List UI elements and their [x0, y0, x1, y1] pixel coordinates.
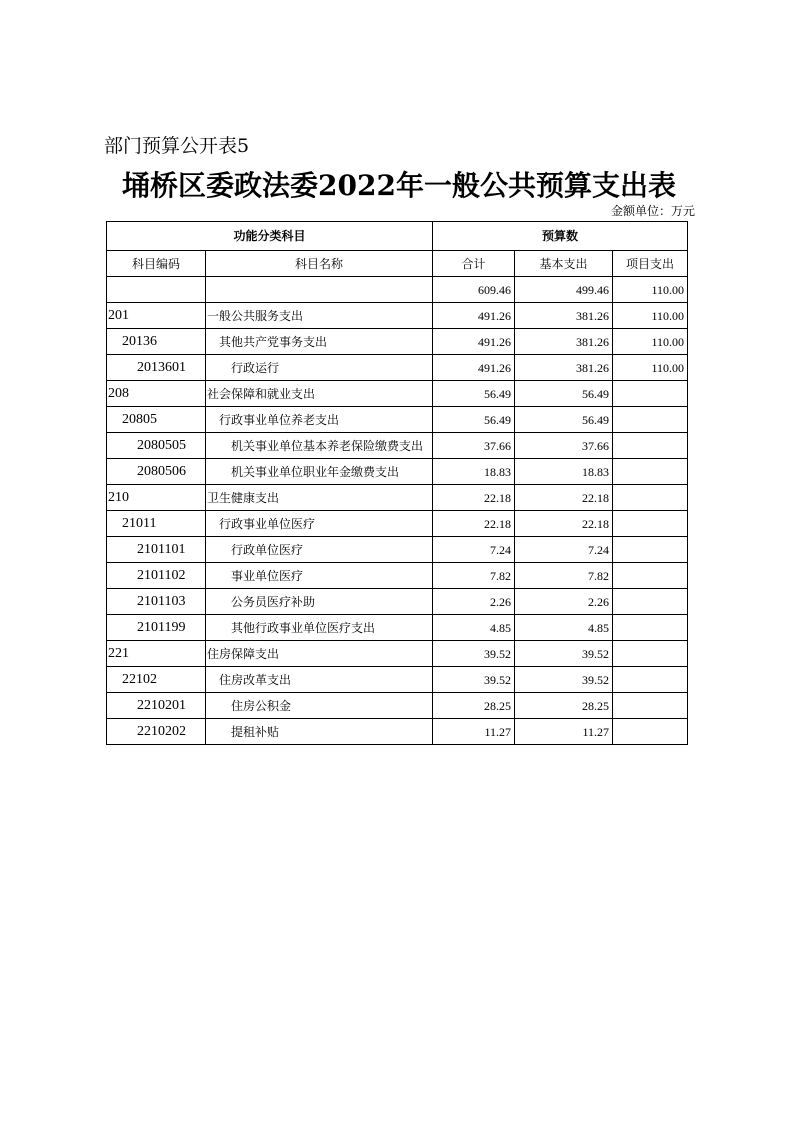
row-total-cell: 2.26	[433, 589, 515, 615]
row-basic-cell: 381.26	[515, 329, 613, 355]
row-total-cell: 11.27	[433, 719, 515, 745]
row-name-cell: 一般公共服务支出	[206, 303, 433, 329]
row-basic-cell: 18.83	[515, 459, 613, 485]
row-basic-cell: 381.26	[515, 355, 613, 381]
table-row	[107, 355, 688, 381]
row-name-cell: 住房公积金	[206, 693, 433, 719]
row-basic-cell: 22.18	[515, 511, 613, 537]
row-basic-cell: 39.52	[515, 641, 613, 667]
row-total-cell: 4.85	[433, 615, 515, 641]
row-name-cell: 事业单位医疗	[206, 563, 433, 589]
row-project-cell	[613, 459, 688, 485]
row-name-cell: 提租补贴	[206, 719, 433, 745]
row-total-cell: 491.26	[433, 355, 515, 381]
row-name-cell: 行政事业单位医疗	[206, 511, 433, 537]
row-project-cell: 110.00	[613, 329, 688, 355]
row-total-cell: 39.52	[433, 667, 515, 693]
row-total-cell: 22.18	[433, 511, 515, 537]
row-name-cell: 住房保障支出	[206, 641, 433, 667]
header-columns-row	[107, 251, 688, 277]
table-row	[107, 459, 688, 485]
row-total-cell: 22.18	[433, 485, 515, 511]
row-basic-cell: 56.49	[515, 381, 613, 407]
row-project-cell	[613, 537, 688, 563]
column-header-code: 科目编码	[107, 251, 206, 277]
row-name-cell: 其他共产党事务支出	[206, 329, 433, 355]
row-total-cell: 7.82	[433, 563, 515, 589]
row-basic-cell: 7.24	[515, 537, 613, 563]
table-row	[107, 485, 688, 511]
table-row	[107, 615, 688, 641]
row-project-cell	[613, 693, 688, 719]
row-code-cell: 20136	[107, 329, 206, 355]
row-code-cell: 2080506	[107, 459, 206, 485]
column-header-project: 项目支出	[613, 251, 688, 277]
row-code-cell: 2101103	[107, 589, 206, 615]
row-basic-cell: 381.26	[515, 303, 613, 329]
row-total-cell: 28.25	[433, 693, 515, 719]
table-row	[107, 303, 688, 329]
column-header-basic: 基本支出	[515, 251, 613, 277]
header-functional-classification: 功能分类科目	[107, 222, 433, 251]
row-total-cell: 7.24	[433, 537, 515, 563]
row-name-cell: 机关事业单位职业年金缴费支出	[206, 459, 433, 485]
row-code-cell: 221	[107, 641, 206, 667]
column-header-total: 合计	[433, 251, 515, 277]
row-total-cell: 491.26	[433, 329, 515, 355]
row-total-cell: 56.49	[433, 381, 515, 407]
row-total-cell: 491.26	[433, 303, 515, 329]
row-basic-cell: 37.66	[515, 433, 613, 459]
row-project-cell	[613, 667, 688, 693]
row-project-cell: 110.00	[613, 303, 688, 329]
table-row	[107, 407, 688, 433]
row-basic-cell: 56.49	[515, 407, 613, 433]
column-header-name: 科目名称	[206, 251, 433, 277]
row-project-cell	[613, 589, 688, 615]
row-project-cell	[613, 641, 688, 667]
row-code-cell: 2101199	[107, 615, 206, 641]
row-total-cell: 56.49	[433, 407, 515, 433]
row-code-cell: 20805	[107, 407, 206, 433]
row-basic-cell: 7.82	[515, 563, 613, 589]
row-name-cell: 行政单位医疗	[206, 537, 433, 563]
row-project-cell	[613, 485, 688, 511]
row-name-cell: 其他行政事业单位医疗支出	[206, 615, 433, 641]
row-project-cell	[613, 719, 688, 745]
row-basic-cell: 2.26	[515, 589, 613, 615]
row-name-cell: 公务员医疗补助	[206, 589, 433, 615]
row-code-cell: 2101101	[107, 537, 206, 563]
row-project-cell	[613, 615, 688, 641]
table-row	[107, 537, 688, 563]
row-project-cell: 110.00	[613, 355, 688, 381]
row-code-cell	[107, 277, 206, 303]
row-name-cell: 住房改革支出	[206, 667, 433, 693]
row-project-cell	[613, 381, 688, 407]
row-code-cell: 2210202	[107, 719, 206, 745]
row-basic-cell: 11.27	[515, 719, 613, 745]
row-total-cell: 609.46	[433, 277, 515, 303]
row-code-cell: 210	[107, 485, 206, 511]
row-code-cell: 2080505	[107, 433, 206, 459]
row-basic-cell: 22.18	[515, 485, 613, 511]
row-code-cell: 208	[107, 381, 206, 407]
row-name-cell	[206, 277, 433, 303]
row-project-cell	[613, 511, 688, 537]
row-name-cell: 卫生健康支出	[206, 485, 433, 511]
row-basic-cell: 4.85	[515, 615, 613, 641]
row-code-cell: 21011	[107, 511, 206, 537]
row-total-cell: 18.83	[433, 459, 515, 485]
table-row	[107, 667, 688, 693]
table-row	[107, 381, 688, 407]
row-code-cell: 22102	[107, 667, 206, 693]
row-total-cell: 39.52	[433, 641, 515, 667]
table-row	[107, 589, 688, 615]
header-budget-amount: 预算数	[433, 222, 688, 251]
row-project-cell: 110.00	[613, 277, 688, 303]
row-project-cell	[613, 563, 688, 589]
row-name-cell: 社会保障和就业支出	[206, 381, 433, 407]
table-row	[107, 511, 688, 537]
table-row	[107, 641, 688, 667]
amount-unit-label: 金额单位：万元	[610, 204, 695, 218]
table-row	[107, 433, 688, 459]
table-row	[107, 329, 688, 355]
row-code-cell: 201	[107, 303, 206, 329]
row-project-cell	[613, 407, 688, 433]
row-code-cell: 2101102	[107, 563, 206, 589]
row-name-cell: 机关事业单位基本养老保险缴费支出	[206, 433, 433, 459]
table-row	[107, 693, 688, 719]
row-code-cell: 2013601	[107, 355, 206, 381]
row-code-cell: 2210201	[107, 693, 206, 719]
row-basic-cell: 499.46	[515, 277, 613, 303]
row-basic-cell: 39.52	[515, 667, 613, 693]
budget-expenditure-table	[106, 221, 688, 745]
row-name-cell: 行政事业单位养老支出	[206, 407, 433, 433]
table-row	[107, 719, 688, 745]
row-project-cell	[613, 433, 688, 459]
page-title: 埇桥区委政法委2022年一般公共预算支出表	[122, 169, 676, 202]
row-name-cell: 行政运行	[206, 355, 433, 381]
table-number-label: 部门预算公开表5	[104, 135, 250, 157]
row-basic-cell: 28.25	[515, 693, 613, 719]
table-row	[107, 563, 688, 589]
table-row	[107, 277, 688, 303]
row-total-cell: 37.66	[433, 433, 515, 459]
header-group-row	[107, 222, 688, 251]
